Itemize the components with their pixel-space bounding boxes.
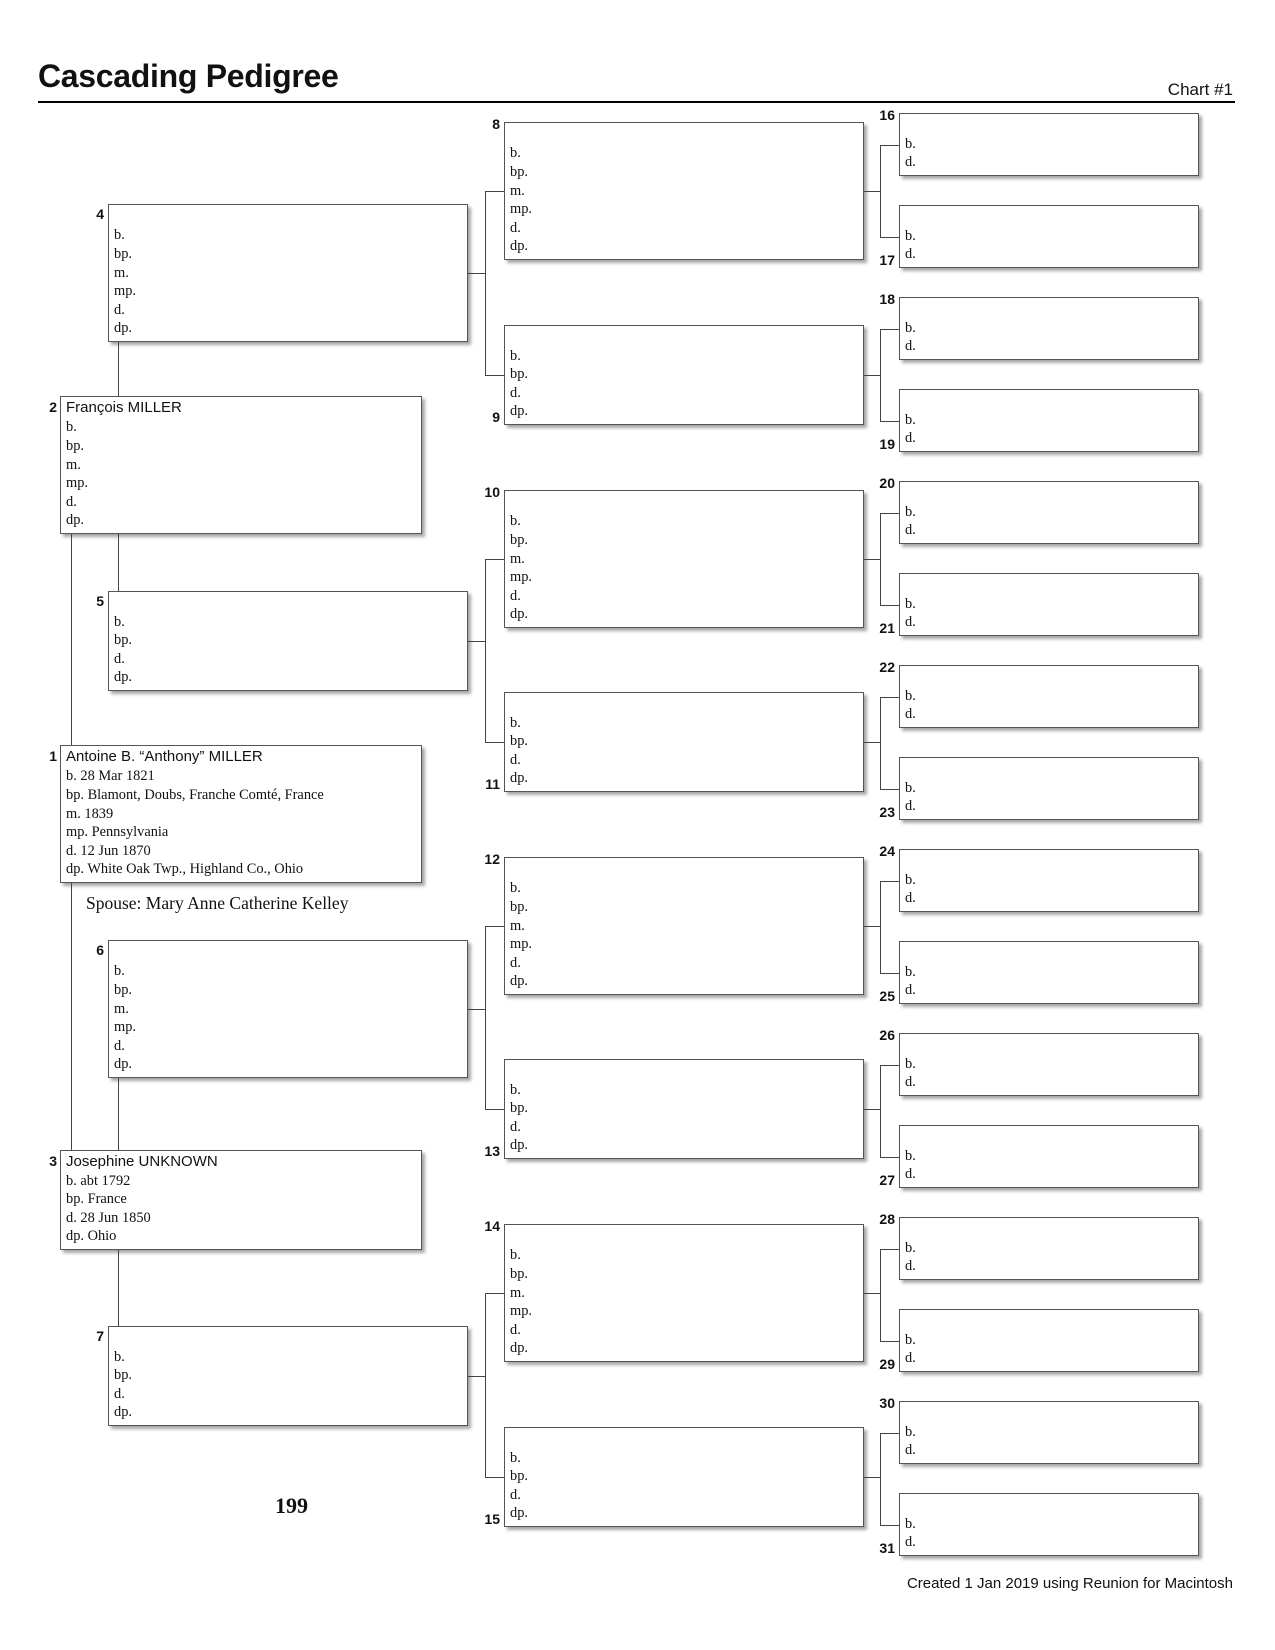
connector	[485, 1109, 504, 1110]
page-number: 199	[275, 1493, 308, 1518]
person-facts	[905, 1515, 916, 1552]
person-box-20	[899, 481, 1199, 544]
connector	[485, 191, 486, 375]
person-facts	[114, 962, 136, 1074]
connector	[485, 926, 486, 1109]
fact-line: dp.	[114, 1056, 132, 1073]
fact-line: d.	[905, 890, 916, 907]
person-box-31	[899, 1493, 1199, 1556]
person-number: 16	[879, 107, 895, 123]
fact-line: d.	[510, 1486, 521, 1503]
person-number: 3	[49, 1153, 57, 1169]
person-facts	[905, 1331, 916, 1368]
fact-line: b.	[905, 411, 916, 428]
fact-line: dp.	[114, 1404, 132, 1421]
connector	[880, 1065, 899, 1066]
person-box-1	[60, 745, 422, 883]
fact-line: d.	[905, 154, 916, 171]
person-box-11	[504, 692, 864, 792]
person-number: 12	[484, 851, 500, 867]
fact-line: d.	[905, 1258, 916, 1275]
fact-line: b.	[905, 1515, 916, 1532]
fact-line: b.	[114, 963, 125, 980]
chart-number: Chart #1	[1167, 80, 1233, 99]
connector	[880, 789, 899, 790]
fact-line: d.	[905, 982, 916, 999]
fact-line: b.	[114, 613, 125, 630]
fact-line: mp.	[510, 201, 532, 218]
person-box-8	[504, 122, 864, 260]
connector	[468, 1376, 485, 1377]
person-number: 6	[96, 942, 104, 958]
page-title: Cascading Pedigree	[38, 58, 339, 94]
fact-line: mp.	[510, 1303, 532, 1320]
fact-line: b.	[510, 1247, 521, 1264]
footer-credit: Created 1 Jan 2019 using Reunion for Macintosh	[906, 1575, 1233, 1592]
fact-line: d.	[905, 246, 916, 263]
person-number: 24	[879, 843, 895, 859]
fact-line: b.	[905, 1239, 916, 1256]
connector	[880, 1433, 881, 1525]
connector	[880, 421, 899, 422]
fact-line: bp. France	[66, 1191, 127, 1208]
connector	[485, 1477, 504, 1478]
person-facts	[905, 871, 916, 908]
person-number: 25	[879, 988, 895, 1004]
connector	[118, 1078, 119, 1150]
fact-line: bp.	[510, 1100, 528, 1117]
connector	[468, 273, 485, 274]
person-box-28	[899, 1217, 1199, 1280]
fact-line: d.	[905, 1442, 916, 1459]
connector	[485, 559, 504, 560]
fact-line: b.	[905, 1055, 916, 1072]
fact-line: b.	[66, 419, 77, 436]
person-box-3	[60, 1150, 422, 1250]
person-number: 10	[484, 484, 500, 500]
fact-line: b.	[510, 145, 521, 162]
person-number: 13	[484, 1143, 500, 1159]
connector	[880, 1341, 899, 1342]
connector	[485, 742, 504, 743]
person-number: 26	[879, 1027, 895, 1043]
connector	[880, 697, 899, 698]
person-box-22	[899, 665, 1199, 728]
fact-line: d. 12 Jun 1870	[66, 842, 151, 859]
person-box-9	[504, 325, 864, 425]
fact-line: bp.	[114, 1367, 132, 1384]
person-facts	[905, 227, 916, 264]
fact-line: b.	[114, 227, 125, 244]
person-facts	[905, 1147, 916, 1184]
spouse-note: Spouse: Mary Anne Catherine Kelley	[86, 893, 349, 913]
fact-line: b.	[510, 1081, 521, 1098]
connector	[118, 342, 119, 396]
connector	[118, 1250, 119, 1326]
person-facts	[905, 411, 916, 448]
person-facts	[510, 1246, 532, 1358]
fact-line: b.	[905, 779, 916, 796]
fact-line: b.	[905, 595, 916, 612]
fact-line: dp.	[510, 606, 528, 623]
person-facts	[905, 687, 916, 724]
fact-line: b.	[510, 714, 521, 731]
fact-line: dp.	[510, 973, 528, 990]
person-box-14	[504, 1224, 864, 1362]
fact-line: mp.	[114, 1019, 136, 1036]
person-facts	[905, 319, 916, 356]
fact-line: dp.	[114, 669, 132, 686]
connector	[468, 1009, 485, 1010]
person-number: 18	[879, 291, 895, 307]
person-number: 28	[879, 1211, 895, 1227]
person-box-24	[899, 849, 1199, 912]
connector	[880, 513, 899, 514]
fact-line: bp.	[510, 898, 528, 915]
person-box-27	[899, 1125, 1199, 1188]
connector	[880, 145, 899, 146]
person-number: 8	[492, 116, 500, 132]
connector	[71, 534, 72, 745]
fact-line: bp.	[114, 632, 132, 649]
fact-line: bp.	[510, 733, 528, 750]
fact-line: b.	[905, 871, 916, 888]
person-number: 9	[492, 409, 500, 425]
person-number: 14	[484, 1218, 500, 1234]
person-number: 2	[49, 399, 57, 415]
fact-line: m.	[114, 264, 129, 281]
person-number: 15	[484, 1511, 500, 1527]
fact-line: d.	[905, 1074, 916, 1091]
fact-line: d.	[510, 219, 521, 236]
person-facts	[510, 714, 528, 788]
fact-line: bp.	[510, 1468, 528, 1485]
fact-line: d.	[905, 798, 916, 815]
fact-line: mp.	[114, 283, 136, 300]
fact-line: d.	[510, 1118, 521, 1135]
fact-line: m.	[510, 917, 525, 934]
connector	[864, 926, 880, 927]
fact-line: d.	[510, 587, 521, 604]
person-box-25	[899, 941, 1199, 1004]
person-box-5	[108, 591, 468, 691]
fact-line: d.	[905, 706, 916, 723]
person-facts	[905, 135, 916, 172]
fact-line: bp. Blamont, Doubs, Franche Comté, France	[66, 786, 324, 803]
connector	[118, 534, 119, 591]
connector	[468, 641, 485, 642]
fact-line: b. abt 1792	[66, 1172, 131, 1189]
fact-line: dp.	[66, 512, 84, 529]
person-facts	[114, 1348, 132, 1422]
person-box-4	[108, 204, 468, 342]
connector	[880, 881, 899, 882]
person-facts	[905, 503, 916, 540]
connector	[880, 145, 881, 237]
fact-line: dp.	[510, 770, 528, 787]
connector	[485, 375, 504, 376]
fact-line: d.	[905, 522, 916, 539]
fact-line: d.	[905, 338, 916, 355]
fact-line: b.	[905, 687, 916, 704]
person-number: 31	[879, 1540, 895, 1556]
person-box-23	[899, 757, 1199, 820]
fact-line: b.	[905, 963, 916, 980]
person-number: 5	[96, 593, 104, 609]
person-facts	[114, 226, 136, 338]
fact-line: d.	[905, 1534, 916, 1551]
fact-line: b.	[510, 880, 521, 897]
person-number: 7	[96, 1328, 104, 1344]
fact-line: m.	[510, 1284, 525, 1301]
fact-line: d.	[510, 751, 521, 768]
fact-line: b.	[905, 319, 916, 336]
connector	[880, 1065, 881, 1157]
fact-line: d.	[510, 384, 521, 401]
fact-line: bp.	[510, 531, 528, 548]
person-facts	[66, 418, 88, 530]
person-number: 30	[879, 1395, 895, 1411]
fact-line: dp. Ohio	[66, 1228, 117, 1245]
fact-line: d. 28 Jun 1850	[66, 1209, 151, 1226]
fact-line: dp.	[114, 320, 132, 337]
connector	[880, 329, 899, 330]
fact-line: d.	[114, 1037, 125, 1054]
connector	[880, 697, 881, 789]
fact-line: dp.	[510, 1340, 528, 1357]
fact-line: b.	[905, 503, 916, 520]
person-box-30	[899, 1401, 1199, 1464]
person-number: 4	[96, 206, 104, 222]
person-facts	[66, 767, 324, 879]
person-facts	[510, 512, 532, 624]
fact-line: b.	[114, 1348, 125, 1365]
fact-line: b.	[510, 513, 521, 530]
person-facts	[905, 1055, 916, 1092]
fact-line: d.	[114, 1385, 125, 1402]
person-name: Antoine B. “Anthony” MILLER	[66, 748, 263, 765]
fact-line: b.	[905, 1423, 916, 1440]
person-number: 11	[485, 776, 500, 792]
person-facts	[114, 613, 132, 687]
title-rule	[38, 101, 1235, 103]
person-facts	[510, 1449, 528, 1523]
fact-line: bp.	[114, 245, 132, 262]
connector	[880, 1157, 899, 1158]
person-facts	[510, 1081, 528, 1155]
person-box-7	[108, 1326, 468, 1426]
connector	[864, 1109, 880, 1110]
fact-line: mp.	[510, 936, 532, 953]
connector	[880, 973, 899, 974]
connector	[864, 191, 880, 192]
fact-line: bp.	[510, 163, 528, 180]
person-facts	[905, 779, 916, 816]
fact-line: d.	[114, 301, 125, 318]
connector	[864, 375, 880, 376]
fact-line: m.	[114, 1000, 129, 1017]
fact-line: d.	[905, 1350, 916, 1367]
connector	[880, 605, 899, 606]
connector	[880, 237, 899, 238]
person-facts	[66, 1172, 151, 1246]
connector	[880, 881, 881, 973]
fact-line: d.	[66, 493, 77, 510]
fact-line: d.	[114, 650, 125, 667]
fact-line: mp.	[66, 475, 88, 492]
fact-line: dp.	[510, 238, 528, 255]
person-facts	[905, 1239, 916, 1276]
person-box-6	[108, 940, 468, 1078]
fact-line: dp. White Oak Twp., Highland Co., Ohio	[66, 861, 304, 878]
fact-line: mp.	[510, 569, 532, 586]
fact-line: dp.	[510, 1505, 528, 1522]
connector	[880, 1249, 899, 1250]
fact-line: b.	[905, 135, 916, 152]
person-box-12	[504, 857, 864, 995]
person-facts	[510, 879, 532, 991]
fact-line: bp.	[114, 981, 132, 998]
fact-line: d.	[905, 430, 916, 447]
connector	[880, 329, 881, 421]
person-box-13	[504, 1059, 864, 1159]
connector	[864, 742, 880, 743]
connector	[485, 1293, 504, 1294]
person-box-21	[899, 573, 1199, 636]
connector	[485, 559, 486, 742]
connector	[864, 1293, 880, 1294]
person-facts	[905, 1423, 916, 1460]
connector	[880, 1525, 899, 1526]
person-box-16	[899, 113, 1199, 176]
person-name: Josephine UNKNOWN	[66, 1153, 218, 1170]
connector	[485, 191, 504, 192]
fact-line: b.	[510, 1449, 521, 1466]
person-facts	[510, 347, 528, 421]
connector	[485, 926, 504, 927]
person-number: 22	[879, 659, 895, 675]
person-facts	[510, 144, 532, 256]
fact-line: bp.	[510, 366, 528, 383]
fact-line: m.	[66, 456, 81, 473]
connector	[880, 513, 881, 605]
person-box-18	[899, 297, 1199, 360]
fact-line: dp.	[510, 403, 528, 420]
person-number: 21	[879, 620, 895, 636]
person-box-2	[60, 396, 422, 534]
fact-line: d.	[510, 954, 521, 971]
person-box-19	[899, 389, 1199, 452]
fact-line: b. 28 Mar 1821	[66, 768, 155, 785]
fact-line: bp.	[66, 437, 84, 454]
fact-line: d.	[905, 1166, 916, 1183]
fact-line: b.	[510, 347, 521, 364]
connector	[485, 1293, 486, 1477]
person-facts	[905, 595, 916, 632]
fact-line: bp.	[510, 1265, 528, 1282]
person-box-15	[504, 1427, 864, 1527]
person-name: François MILLER	[66, 399, 182, 416]
fact-line: d.	[905, 614, 916, 631]
connector	[880, 1249, 881, 1341]
person-number: 17	[879, 252, 895, 268]
person-box-26	[899, 1033, 1199, 1096]
connector	[880, 1433, 899, 1434]
fact-line: b.	[905, 1331, 916, 1348]
fact-line: dp.	[510, 1137, 528, 1154]
person-number: 20	[879, 475, 895, 491]
fact-line: m.	[510, 550, 525, 567]
person-number: 27	[879, 1172, 895, 1188]
person-number: 23	[879, 804, 895, 820]
fact-line: mp. Pennsylvania	[66, 824, 169, 841]
person-number: 1	[49, 748, 57, 764]
fact-line: b.	[905, 227, 916, 244]
person-number: 19	[879, 436, 895, 452]
person-box-10	[504, 490, 864, 628]
fact-line: m. 1839	[66, 805, 114, 822]
connector	[864, 1477, 880, 1478]
connector	[864, 559, 880, 560]
person-box-29	[899, 1309, 1199, 1372]
fact-line: d.	[510, 1321, 521, 1338]
fact-line: b.	[905, 1147, 916, 1164]
person-facts	[905, 963, 916, 1000]
connector	[71, 883, 72, 1150]
fact-line: m.	[510, 182, 525, 199]
person-box-17	[899, 205, 1199, 268]
person-number: 29	[879, 1356, 895, 1372]
